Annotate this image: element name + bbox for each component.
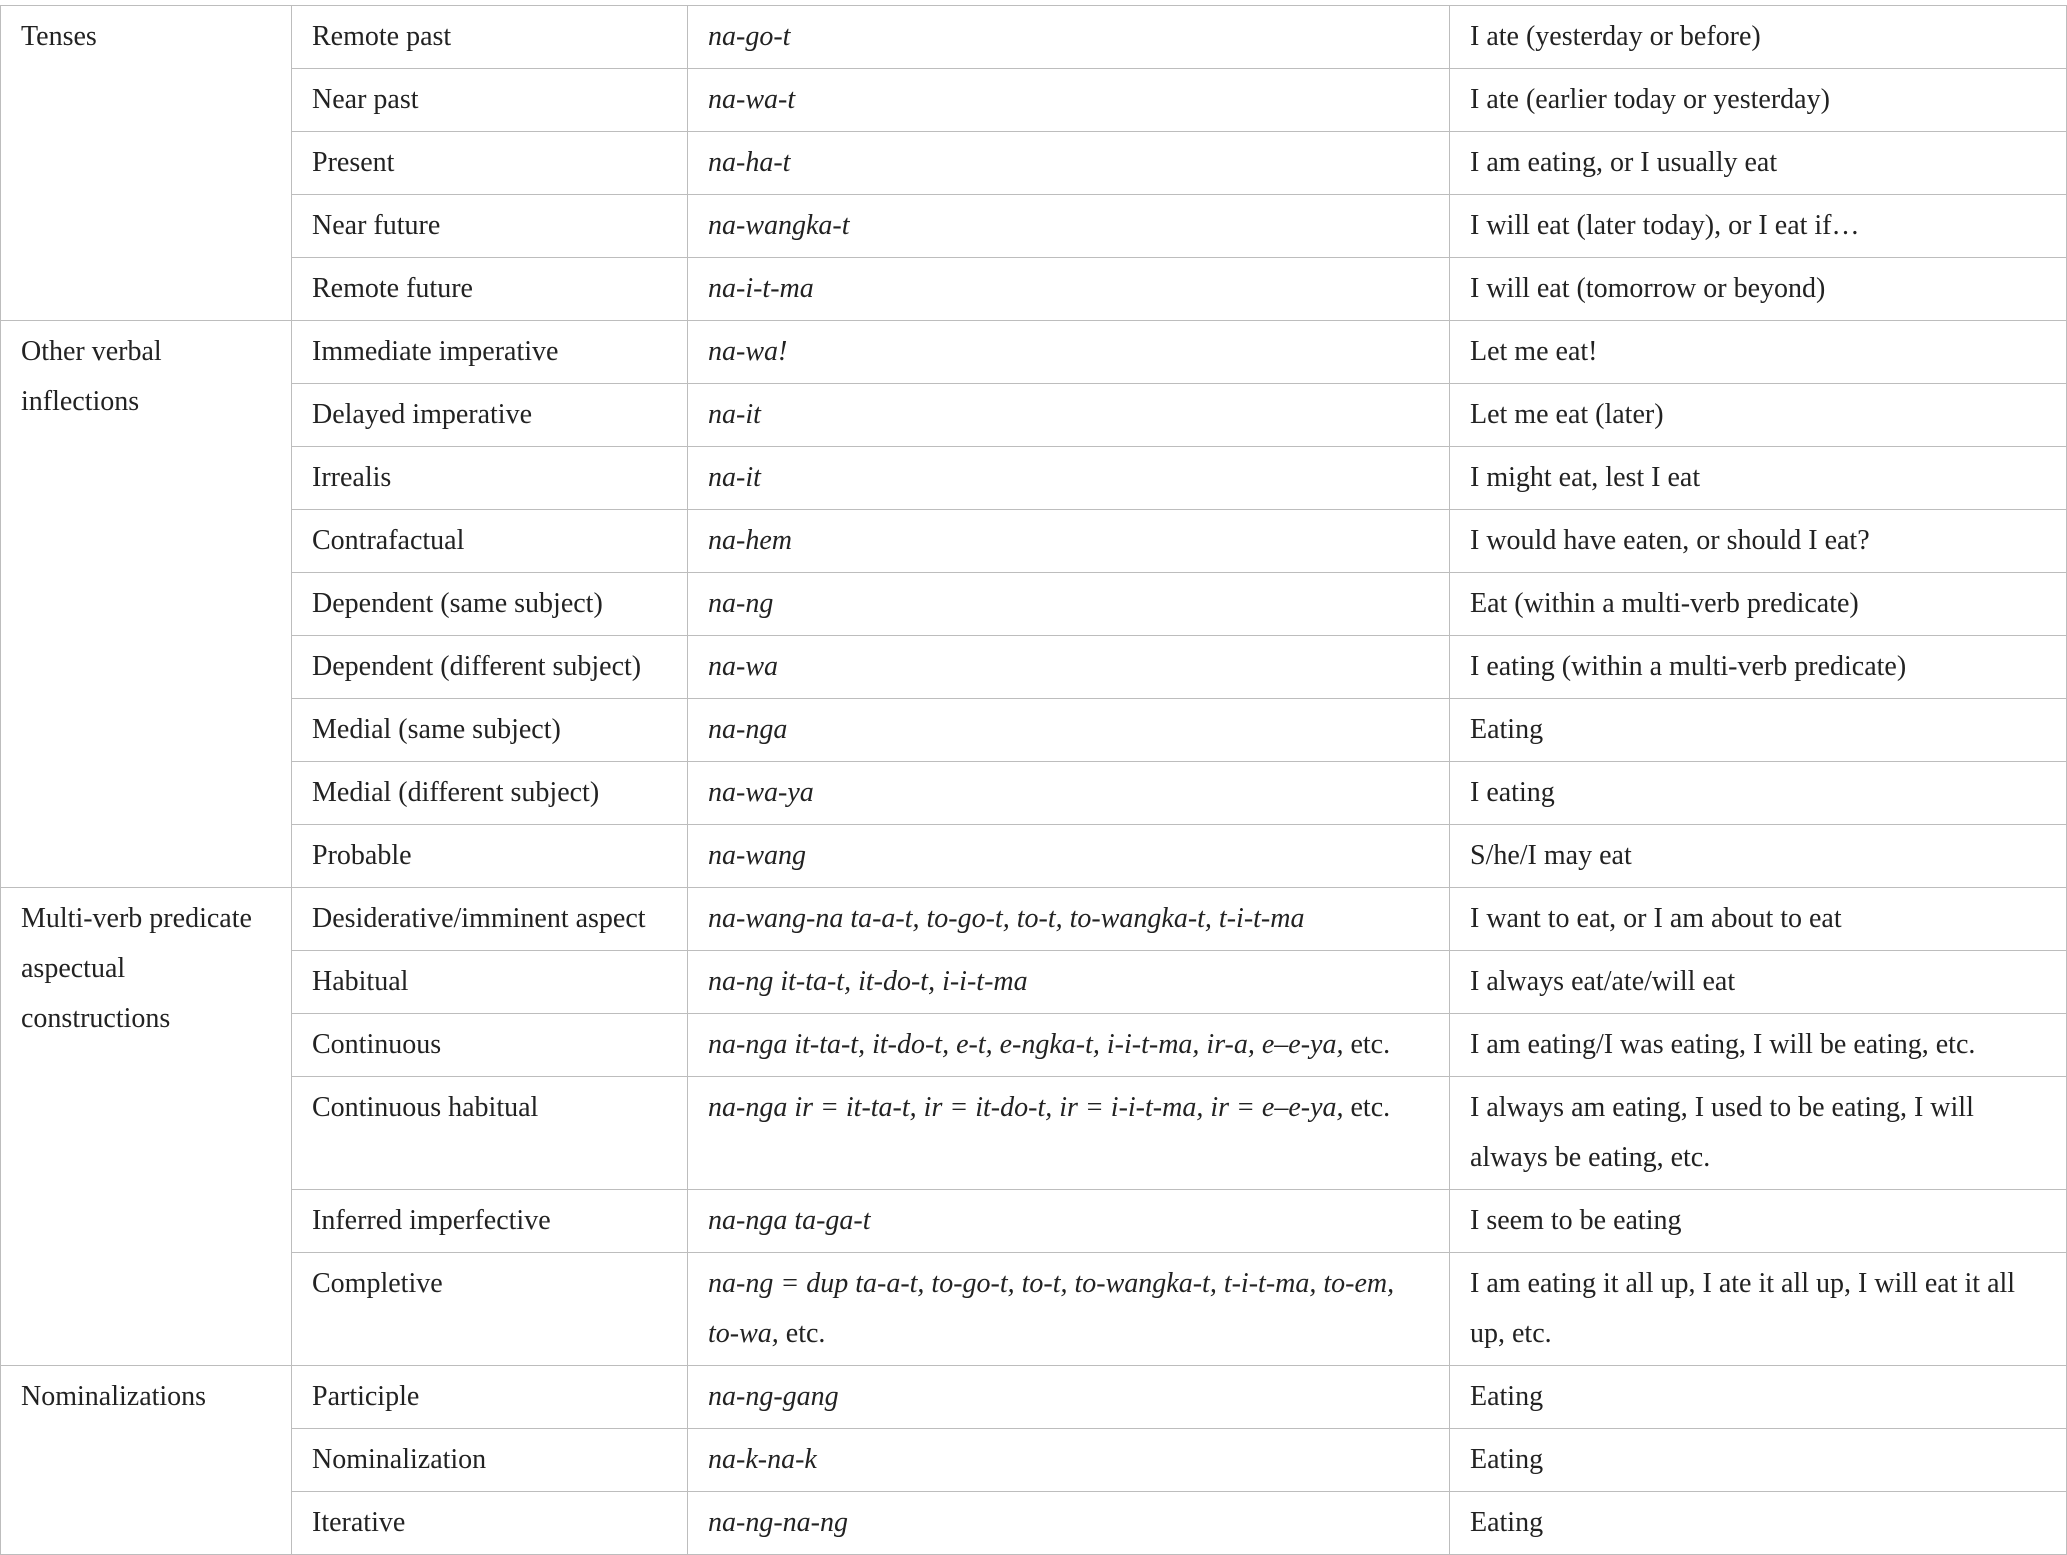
form-name-cell: Continuous	[292, 1014, 688, 1077]
gloss-cell: I ate (earlier today or yesterday)	[1450, 69, 2067, 132]
gloss-cell: Eat (within a multi-verb predicate)	[1450, 573, 2067, 636]
table-row	[1, 132, 2067, 195]
form-name-cell: Continuous habitual	[292, 1077, 688, 1190]
verb-form-cell	[688, 1366, 1450, 1429]
form-name-cell: Remote future	[292, 258, 688, 321]
gloss-cell: I always eat/ate/will eat	[1450, 951, 2067, 1014]
form-name-cell: Participle	[292, 1366, 688, 1429]
verb-form-text: na-wa	[708, 651, 778, 682]
verb-form-text: na-ng it-ta-t, it-do-t, i-i-t-ma	[708, 966, 1028, 997]
gloss-cell: Eating	[1450, 1492, 2067, 1555]
table-row	[1, 951, 2067, 1014]
form-name-cell: Irrealis	[292, 447, 688, 510]
verb-form-cell	[688, 321, 1450, 384]
verb-form-cell	[688, 1014, 1450, 1077]
verb-form-cell	[688, 636, 1450, 699]
verb-form-cell	[688, 258, 1450, 321]
form-name-cell: Medial (same subject)	[292, 699, 688, 762]
verb-form-cell	[688, 1253, 1450, 1366]
verb-form-text: na-nga ir = it-ta-t, ir = it-do-t, ir = i-i-t-ma, ir = e–e-ya,	[708, 1092, 1344, 1123]
form-name-cell: Nominalization	[292, 1429, 688, 1492]
gloss-cell: Eating	[1450, 699, 2067, 762]
form-name-cell: Remote past	[292, 6, 688, 69]
verb-form-suffix: etc.	[1343, 1092, 1391, 1123]
form-name-cell: Completive	[292, 1253, 688, 1366]
form-name-cell: Iterative	[292, 1492, 688, 1555]
category-cell: Tenses	[1, 6, 292, 321]
verb-form-cell	[688, 6, 1450, 69]
verb-form-cell	[688, 1077, 1450, 1190]
category-cell: Multi-verb predicate aspectual constructions	[1, 888, 292, 1366]
gloss-cell: Eating	[1450, 1366, 2067, 1429]
verb-form-text: na-wa-ya	[708, 777, 814, 808]
form-name-cell: Inferred imperfective	[292, 1190, 688, 1253]
table-row	[1, 1366, 2067, 1429]
gloss-cell: I will eat (tomorrow or beyond)	[1450, 258, 2067, 321]
form-name-cell: Near past	[292, 69, 688, 132]
form-name-cell: Near future	[292, 195, 688, 258]
gloss-cell: I want to eat, or I am about to eat	[1450, 888, 2067, 951]
verb-form-text: na-wa-t	[708, 84, 796, 115]
table-row	[1, 762, 2067, 825]
verb-form-cell	[688, 1492, 1450, 1555]
form-name-cell: Probable	[292, 825, 688, 888]
table-row	[1, 699, 2067, 762]
verb-form-cell	[688, 510, 1450, 573]
table-row	[1, 447, 2067, 510]
verb-form-text: na-hem	[708, 525, 792, 556]
verb-form-cell	[688, 1190, 1450, 1253]
form-name-cell: Delayed imperative	[292, 384, 688, 447]
table-row	[1, 1077, 2067, 1190]
table-row	[1, 384, 2067, 447]
verb-form-text: na-wangka-t	[708, 210, 850, 241]
verb-forms-table-body	[1, 6, 2067, 1555]
verb-form-text: na-i-t-ma	[708, 273, 814, 304]
verb-form-cell	[688, 951, 1450, 1014]
verb-form-cell	[688, 699, 1450, 762]
verb-form-text: na-nga ta-ga-t	[708, 1205, 871, 1236]
table-row	[1, 888, 2067, 951]
verb-forms-table-container	[0, 5, 2067, 1555]
verb-form-cell	[688, 447, 1450, 510]
table-row	[1, 510, 2067, 573]
form-name-cell: Dependent (different subject)	[292, 636, 688, 699]
form-name-cell: Medial (different subject)	[292, 762, 688, 825]
verb-form-cell	[688, 1429, 1450, 1492]
verb-form-cell	[688, 132, 1450, 195]
gloss-cell: I ate (yesterday or before)	[1450, 6, 2067, 69]
verb-form-text: na-ha-t	[708, 147, 791, 178]
gloss-cell: I always am eating, I used to be eating, I will always be eating, etc.	[1450, 1077, 2067, 1190]
gloss-cell: I seem to be eating	[1450, 1190, 2067, 1253]
gloss-cell: S/he/I may eat	[1450, 825, 2067, 888]
gloss-cell: Let me eat (later)	[1450, 384, 2067, 447]
gloss-cell: I am eating/I was eating, I will be eating, etc.	[1450, 1014, 2067, 1077]
table-row	[1, 1190, 2067, 1253]
gloss-cell: Eating	[1450, 1429, 2067, 1492]
table-row	[1, 1429, 2067, 1492]
table-row	[1, 1492, 2067, 1555]
gloss-cell: I might eat, lest I eat	[1450, 447, 2067, 510]
table-row	[1, 321, 2067, 384]
verb-form-text: na-ng-gang	[708, 1381, 839, 1412]
verb-form-cell	[688, 825, 1450, 888]
gloss-cell: Let me eat!	[1450, 321, 2067, 384]
form-name-cell: Dependent (same subject)	[292, 573, 688, 636]
verb-form-text: na-wang	[708, 840, 806, 871]
form-name-cell: Habitual	[292, 951, 688, 1014]
gloss-cell: I eating	[1450, 762, 2067, 825]
verb-form-text: na-ng-na-ng	[708, 1507, 848, 1538]
verb-form-text: na-wang-na ta-a-t, to-go-t, to-t, to-wangka-t, t-i-t-ma	[708, 903, 1305, 934]
gloss-cell: I am eating it all up, I ate it all up, I will eat it all up, etc.	[1450, 1253, 2067, 1366]
gloss-cell: I will eat (later today), or I eat if…	[1450, 195, 2067, 258]
verb-form-text: na-it	[708, 399, 761, 430]
table-row	[1, 636, 2067, 699]
verb-forms-table	[0, 5, 2067, 1555]
table-row	[1, 258, 2067, 321]
form-name-cell: Contrafactual	[292, 510, 688, 573]
verb-form-text: na-nga it-ta-t, it-do-t, e-t, e-ngka-t, i-i-t-ma, ir-a, e–e-ya,	[708, 1029, 1344, 1060]
table-row	[1, 69, 2067, 132]
table-row	[1, 1014, 2067, 1077]
table-row	[1, 1253, 2067, 1366]
verb-form-cell	[688, 888, 1450, 951]
verb-form-text: na-k-na-k	[708, 1444, 817, 1475]
verb-form-text: na-wa!	[708, 336, 788, 367]
verb-form-text: na-it	[708, 462, 761, 493]
form-name-cell: Present	[292, 132, 688, 195]
verb-form-cell	[688, 762, 1450, 825]
table-row	[1, 573, 2067, 636]
verb-form-text: na-ng	[708, 588, 774, 619]
verb-form-cell	[688, 573, 1450, 636]
table-row	[1, 195, 2067, 258]
verb-form-cell	[688, 384, 1450, 447]
category-cell: Other verbal inflections	[1, 321, 292, 888]
category-cell: Nominalizations	[1, 1366, 292, 1555]
form-name-cell: Desiderative/imminent aspect	[292, 888, 688, 951]
gloss-cell: I am eating, or I usually eat	[1450, 132, 2067, 195]
gloss-cell: I would have eaten, or should I eat?	[1450, 510, 2067, 573]
form-name-cell: Immediate imperative	[292, 321, 688, 384]
table-row	[1, 825, 2067, 888]
verb-form-cell	[688, 69, 1450, 132]
verb-form-text: na-ng = dup ta-a-t, to-go-t, to-t, to-wangka-t, t-i-t-ma, to-em, to-wa,	[708, 1268, 1395, 1349]
verb-form-suffix: etc.	[778, 1318, 826, 1349]
gloss-cell: I eating (within a multi-verb predicate)	[1450, 636, 2067, 699]
table-row	[1, 6, 2067, 69]
verb-form-text: na-nga	[708, 714, 788, 745]
verb-form-text: na-go-t	[708, 21, 791, 52]
verb-form-cell	[688, 195, 1450, 258]
verb-form-suffix: etc.	[1343, 1029, 1391, 1060]
